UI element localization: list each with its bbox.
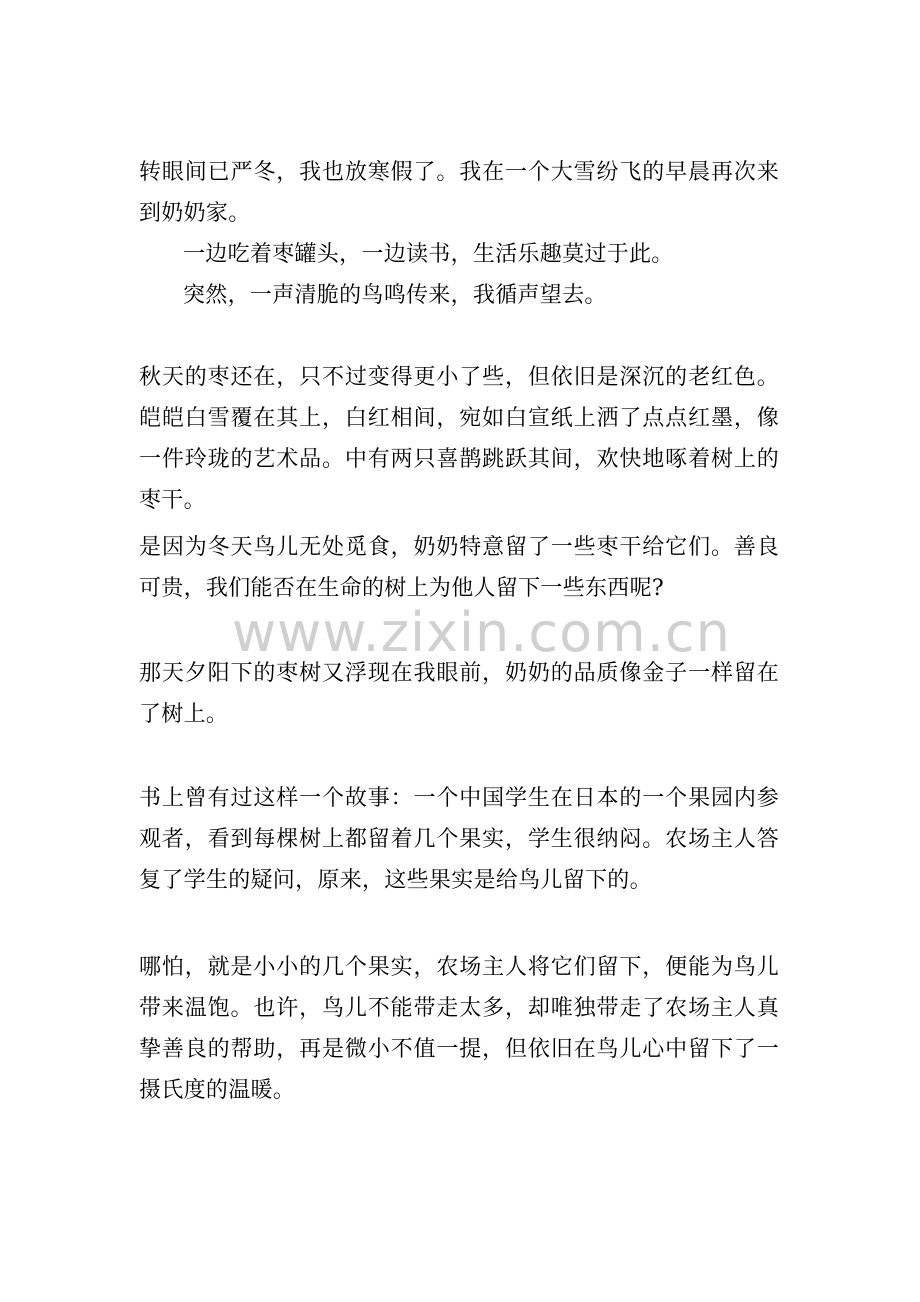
watermark-text: www.zixin.com.cn	[232, 601, 731, 664]
paragraph-6: 那天夕阳下的枣树又浮现在我眼前，奶奶的品质像金子一样留在了树上。	[139, 661, 779, 727]
paragraph-1: 转眼间已严冬，我也放寒假了。我在一个大雪纷飞的早晨再次来到奶奶家。	[139, 160, 779, 226]
paragraph-7: 书上曾有过这样一个故事：一个中国学生在日本的一个果园内参观者，看到每棵树上都留着几个果实，学生很纳闷。农场主人答复了学生的疑问，原来，这些果实是给鸟儿留下的。	[139, 786, 779, 893]
paragraph-5: 是因为冬天鸟儿无处觅食，奶奶特意留了一些枣干给它们。善良可贵，我们能否在生命的树上为他人留下一些东西呢?	[139, 535, 779, 601]
paragraph-3: 突然，一声清脆的鸟鸣传来，我循声望去。	[183, 283, 607, 308]
paragraph-2: 一边吃着枣罐头，一边读书，生活乐趣莫过于此。	[183, 242, 674, 267]
paragraph-4: 秋天的枣还在，只不过变得更小了些，但依旧是深沉的老红色。皑皑白雪覆在其上，白红相间，宛如白宣纸上洒了点点红墨，像一件玲珑的艺术品。中有两只喜鹊跳跃其间，欢快地啄着树上的枣干。	[139, 365, 779, 513]
paragraph-8: 哪怕，就是小小的几个果实，农场主人将它们留下，便能为鸟儿带来温饱。也许，鸟儿不能带走太多，却唯独带走了农场主人真挚善良的帮助，再是微小不值一提，但依旧在鸟儿心中留下了一摄氏度的温暖。	[139, 955, 779, 1103]
